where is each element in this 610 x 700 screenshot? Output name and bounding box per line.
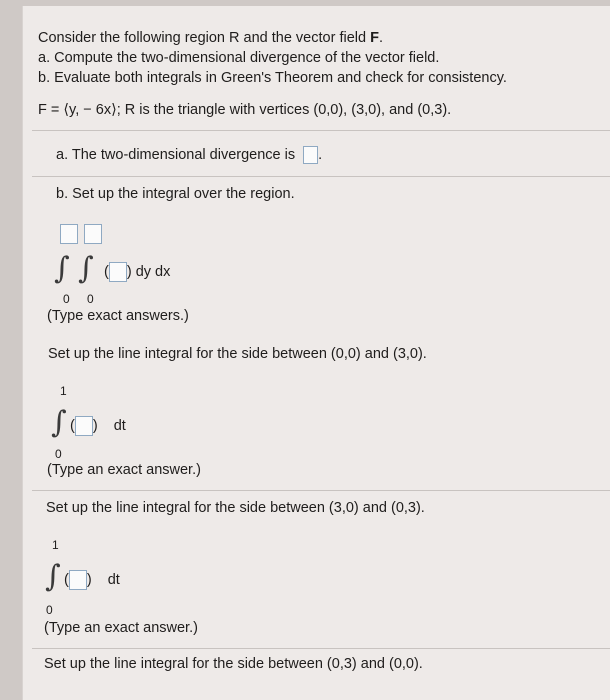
outer-lower-limit: 0 xyxy=(63,292,70,306)
part-a-row: a. The two-dimensional divergence is . xyxy=(56,146,323,163)
divider xyxy=(32,130,610,131)
double-integrand-box[interactable] xyxy=(109,262,127,282)
part-b-label: b. Set up the integral over the region. xyxy=(56,186,295,202)
line-integral-1-sign: ∫ xyxy=(51,405,67,440)
exact-answers-hint: (Type exact answers.) xyxy=(47,308,189,324)
intro-line-3: b. Evaluate both integrals in Green's Theorem and check for consistency. xyxy=(38,70,507,86)
divider xyxy=(32,648,610,649)
line-integral-2-prompt: Set up the line integral for the side between (3,0) and (0,3). xyxy=(46,500,425,516)
problem-intro xyxy=(38,28,507,88)
line-integral-1-box[interactable] xyxy=(75,416,93,436)
line-integral-1-upper: 1 xyxy=(60,384,67,398)
part-a-label: a. The two-dimensional divergence is xyxy=(56,146,296,163)
line-integral-1-hint: (Type an exact answer.) xyxy=(47,462,201,478)
inner-integral-sign: ∫ xyxy=(78,251,94,286)
inner-upper-limit-box[interactable] xyxy=(84,224,102,244)
outer-integral-sign: ∫ xyxy=(54,251,70,286)
vector-field-definition: F = ⟨y, − 6x⟩; R is the triangle with vertices (0,0), (3,0), and (0,3). xyxy=(38,102,452,118)
divergence-answer-box[interactable] xyxy=(303,146,318,164)
inner-lower-limit: 0 xyxy=(87,292,94,306)
divider xyxy=(32,176,610,177)
line-integral-2-hint: (Type an exact answer.) xyxy=(44,620,198,636)
divider xyxy=(32,490,610,491)
line-integral-2-integrand: ( ) dt xyxy=(64,570,120,590)
line-integral-2-upper: 1 xyxy=(52,538,59,552)
intro-line-1: Consider the following region R and the vector field F. xyxy=(38,30,383,46)
line-integral-2-box[interactable] xyxy=(69,570,87,590)
line-integral-3-prompt: Set up the line integral for the side between (0,3) and (0,0). xyxy=(44,656,423,672)
line-integral-1-prompt: Set up the line integral for the side between (0,0) and (3,0). xyxy=(48,346,427,362)
outer-upper-limit-box[interactable] xyxy=(60,224,78,244)
line-integral-2-lower: 0 xyxy=(46,603,53,617)
double-integrand: ( ) dy dx xyxy=(104,262,170,282)
line-integral-1-lower: 0 xyxy=(55,447,62,461)
line-integral-2-sign: ∫ xyxy=(45,559,61,594)
line-integral-1-integrand: ( ) dt xyxy=(70,416,126,436)
intro-line-2: a. Compute the two-dimensional divergence of the vector field. xyxy=(38,50,440,66)
